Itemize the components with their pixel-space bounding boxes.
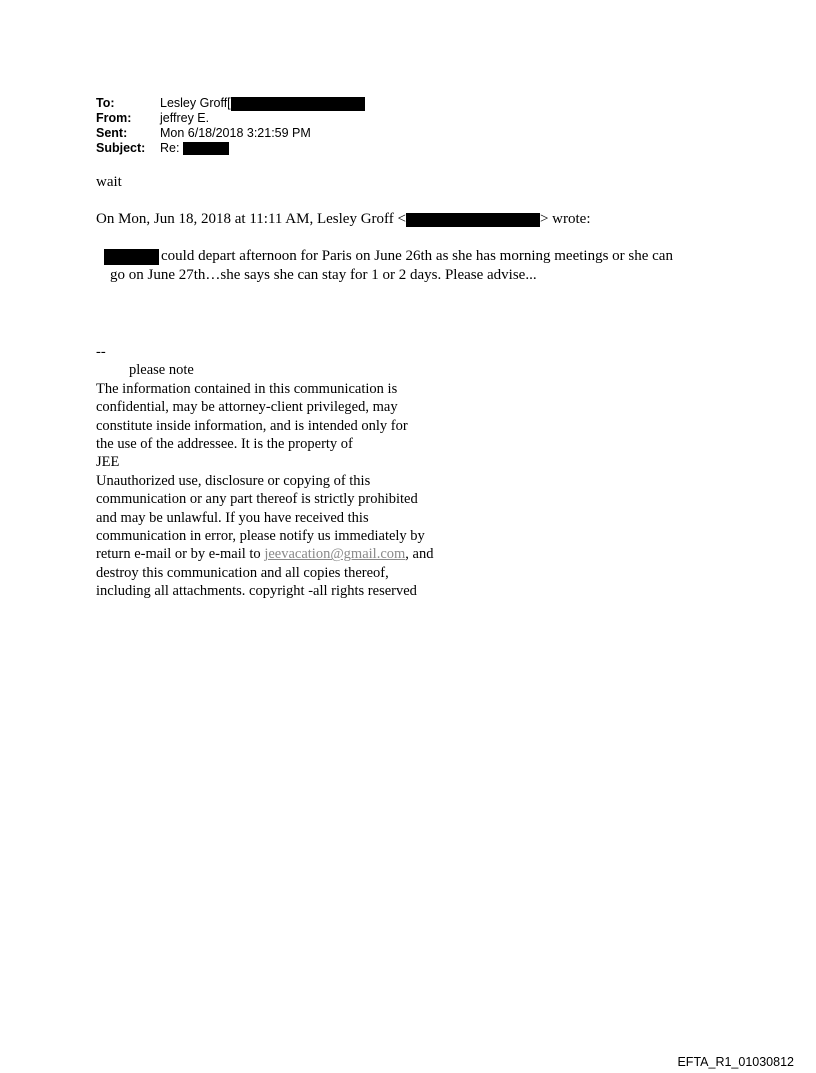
signature-dashes: -- xyxy=(96,344,106,360)
disclaimer-line: communication or any part thereof is strictly prohibited xyxy=(96,491,418,508)
disclaimer-line: communication in error, please notify us immediately by xyxy=(96,528,425,545)
subject-label: Subject: xyxy=(96,141,146,155)
reply-text: wait xyxy=(96,174,122,190)
disclaimer-line: Unauthorized use, disclosure or copying of this xyxy=(96,472,371,489)
document-id: EFTA_R1_01030812 xyxy=(677,1055,794,1069)
redaction-bar xyxy=(231,97,365,111)
disclaimer-line: confidential, may be attorney-client privileged, may xyxy=(96,399,398,416)
disclaimer-line: constitute inside information, and is intended only for xyxy=(96,417,408,434)
email-link[interactable]: jeevacation@gmail.com xyxy=(264,546,406,563)
from-label: From: xyxy=(96,111,132,125)
header-to-row xyxy=(96,96,365,111)
to-value: Lesley Groff[ xyxy=(160,96,231,110)
signature-block xyxy=(96,343,433,601)
from-value: jeffrey E. xyxy=(160,111,210,125)
sent-label: Sent: xyxy=(96,126,128,140)
subject-value: Re: xyxy=(160,141,180,155)
disclaimer-line: destroy this communication and all copies thereof, xyxy=(96,564,389,581)
quote-line-2: go on June 27th…she says she can stay for 1 or 2 days. Please advise... xyxy=(110,267,537,283)
quote-intro xyxy=(96,211,591,228)
quote-line xyxy=(104,247,673,266)
return-email-prefix: return e-mail or by e-mail to xyxy=(96,546,265,563)
disclaimer-line: The information contained in this communication is xyxy=(96,380,398,397)
disclaimer-line xyxy=(96,545,433,563)
redaction-bar xyxy=(104,249,159,265)
quote-intro-prefix: On Mon, Jun 18, 2018 at 11:11 AM, Lesley Groff < xyxy=(96,211,406,227)
redaction-bar xyxy=(183,142,229,155)
disclaimer-line: and may be unlawful. If you have received this xyxy=(96,509,369,526)
header-subject-row xyxy=(96,141,365,156)
email-header xyxy=(96,96,365,156)
sent-value: Mon 6/18/2018 3:21:59 PM xyxy=(160,126,311,140)
disclaimer-line: the use of the addressee. It is the property of xyxy=(96,436,353,453)
quote-line-1: could depart afternoon for Paris on June 26th as she has morning meetings or she can xyxy=(161,248,673,264)
to-label: To: xyxy=(96,96,115,110)
redaction-bar xyxy=(406,213,540,227)
signature-note: please note xyxy=(129,362,194,379)
header-sent-row xyxy=(96,126,365,141)
header-from-row xyxy=(96,111,365,126)
quoted-message xyxy=(104,247,673,285)
return-email-suffix: , and xyxy=(405,546,434,563)
quote-intro-suffix: > wrote: xyxy=(539,211,591,227)
disclaimer-line: JEE xyxy=(96,454,120,471)
disclaimer-line: including all attachments. copyright -all rights reserved xyxy=(96,583,417,600)
